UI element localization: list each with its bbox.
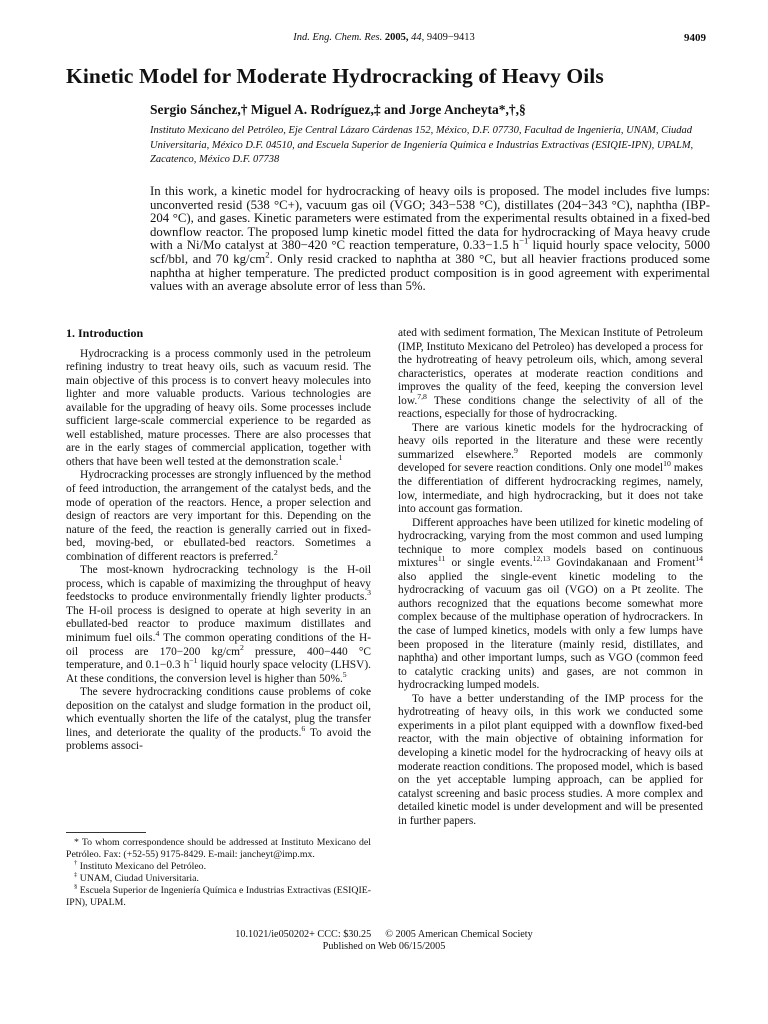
affiliation: Instituto Mexicano del Petróleo, Eje Central Lázaro Cárdenas 152, México, D.F. 07730, Facultad de Ingeniería, UNAM, Ciudad Universitaria, México D.F. 04510, and Escuela Superior de Ingeniería Química e Industrias Extractivas (ESIQIE-IPN), UPALM, Zacatenco, México D.F. 07738 (150, 125, 694, 165)
journal-name: Ind. Eng. Chem. Res. (293, 32, 383, 43)
author-list: Sergio Sánchez,† Miguel A. Rodríguez,‡ and Jorge Ancheyta*,†,§ (150, 102, 526, 117)
reference-mark: 14 (695, 554, 703, 564)
journal-volume: 44, (411, 32, 425, 43)
footnote-text: UNAM, Ciudad Universitaria. (77, 873, 199, 884)
paragraph-text: These conditions change the selectivity of all of the reactions, especially for those of hydrocracking. (398, 394, 703, 421)
section-heading: 1. Introduction (66, 326, 144, 340)
paragraph-text: makes the differentiation of different hydrocracking regimes, namely, low, intermediate, and high hydrocracking, but it does not take into account gas formation. (398, 462, 703, 516)
paragraph-text: or single events. (445, 557, 533, 570)
paragraph-text: ated with sediment formation, The Mexican Institute of Petroleum (IMP, Instituto Mexicano del Petroleo) has developed a process for the hydrotreating of heavy petroleum oils, which, among several characteristics, operates at moderate reaction conditions and improves the quality of the feed, keeping the conversion level low. (398, 327, 703, 407)
reference-mark: 7,8 (417, 391, 427, 401)
doi: 10.1021/ie050202+ CCC: $30.25 (235, 929, 372, 940)
paragraph-text: The H-oil process is designed to operate at high severity in an ebullated-bed reactor to produce maximum distillates and minimum fuel oils. (66, 604, 371, 645)
abstract (150, 185, 710, 294)
journal-year: 2005, (384, 32, 409, 43)
paragraph-text: pressure, 400−440 °C temperature, and 0.1−0.3 h (66, 645, 371, 672)
paragraph (398, 327, 703, 422)
footnote-text: Instituto Mexicano del Petróleo. (77, 861, 207, 872)
journal-pages: 9409−9413 (426, 32, 475, 43)
publication-info (0, 929, 768, 953)
paragraph-text: To avoid the problems associ- (66, 726, 372, 753)
reference-mark: 5 (342, 669, 347, 679)
footnote-mark: ‡ (74, 871, 78, 879)
paragraph (398, 422, 703, 517)
abstract-sup: 2 (265, 249, 270, 260)
footnote-correspondence: * To whom correspondence should be addressed at Instituto Mexicano del Petróleo. Fax: (+52-55) 9175-8429. E-mail: jancheyt@imp.mx. (66, 837, 371, 860)
footnote (66, 885, 371, 909)
reference-mark: 6 (301, 724, 306, 734)
footnote (66, 861, 371, 873)
footnote-mark: § (74, 883, 78, 891)
reference-mark: 2 (273, 547, 278, 557)
footnotes (66, 832, 371, 909)
published-date: Published on Web 06/15/2005 (322, 941, 446, 952)
paragraph-text: The common operating conditions of the H-oil process are 170−200 kg/cm (66, 632, 371, 658)
paragraph-text: Govindakanaan and Froment (550, 557, 696, 570)
paragraph-text: The most-known hydrocracking technology is the H-oil process, which is capable of maximizing the throughput of heavy feedstocks to produce environmentally friendly lighter products. (66, 564, 371, 604)
paragraph (66, 469, 371, 564)
paragraph-text: The severe hydrocracking conditions cause problems of coke deposition on the catalyst and sludge formation in the product oil, which eventually shorten the life of the catalyst, plug the transfer lines, and deteriorate the quality of the products. (66, 686, 371, 739)
paragraph-text: liquid hourly space velocity (LHSV). At these conditions, the conversion level is higher than 50%. (66, 659, 371, 685)
footnote-divider (66, 832, 146, 833)
reference-mark: 10 (663, 459, 671, 469)
footnote-mark: † (74, 859, 78, 867)
paragraph-text: Reported models are commonly developed for severe reaction conditions. Only one model (398, 448, 703, 475)
right-column (398, 327, 703, 828)
left-column (66, 327, 371, 754)
abstract-text: liquid hourly space velocity, 5000 scf/bbl, and 70 kg/cm (150, 238, 710, 266)
page-number: 9409 (684, 32, 706, 44)
paragraph (66, 564, 371, 686)
paragraph-text: Hydrocracking processes are strongly influenced by the method of feed introduction, the arrangement of the catalyst beds, and the mode of operation of the reactors. Hence, a proper selection and design of reactors are very important for this. Depending on the nature of the feed, the reaction is generally carried out in fixed-bed, moving-bed, or ebullated-bed reactors. Sometimes a combination of different reactors is preferred. (66, 469, 371, 563)
footnote (66, 873, 371, 885)
journal-citation (0, 32, 768, 43)
abstract-text: In this work, a kinetic model for hydrocracking of heavy oils is proposed. The model includes five lumps: unconverted resid (538 °C+), vacuum gas oil (VGO; 343−538 °C), distillates (204−343 °C), naphtha (IBP-204 °C), and gases. Kinetic parameters were estimated from the experimental results obtained in a fixed-bed downflow reactor. The proposed lump kinetic model fitted the data for hydrocracking of Maya heavy crude with a Ni/Mo catalyst at 380−420 °C reaction temperature, 0.33−1.5 h (150, 184, 710, 253)
paragraph (66, 348, 371, 470)
paragraph-text: Hydrocracking is a process commonly used in the petroleum refining industry to treat heavy oils, such as vacuum resid. The main objective of this process is to convert heavy molecules into lighter and more valuable products. Various technologies are available for the upgrading of heavy oils. Some processes include sufficient large-scale commercial experience to be regarded as well established, mature processes. There are also processes that are in the early stages of commercial application, together with others that have been well tested at the demonstration scale. (66, 347, 371, 468)
reference-mark: 3 (367, 588, 371, 598)
footnote-text: Escuela Superior de Ingeniería Química e Industrias Extractivas (ESIQIE-IPN), UPALM. (66, 885, 371, 908)
abstract-text: . Only resid cracked to naphtha at 380 °C, but all heavier fractions produced some naphtha at higher temperature. The predicted product composition is in good agreement with experimental values with an average absolute error of less than 5%. (150, 251, 710, 294)
paragraph-text: There are various kinetic models for the hydrocracking of heavy oils reported in the literature and these were recently summarized elsewhere. (398, 421, 703, 461)
reference-mark: 11 (437, 554, 446, 564)
unit-sup: −1 (189, 656, 198, 666)
reference-mark: 9 (514, 446, 518, 456)
running-header (0, 32, 768, 48)
reference-mark: 12,13 (532, 554, 551, 564)
paragraph: To have a better understanding of the IMP process for the hydrotreating of heavy oils, in this work we conducted some experiments in a pilot plant equipped with a downflow fixed-bed reactor, with the main objective of obtaining information for developing a kinetic model for the hydrocracking of heavy oils at moderate reaction conditions. The proposed model, which is based on the yet acceptable lumping approach, can be applied for catalyst screening and basic process studies. A more complex and detailed kinetic model is under development and will be presented in further papers. (398, 692, 703, 827)
paragraph-text: also applied the single-event kinetic modeling to the hydrocracking of vacuum gas oil (VGO) on a Pt zeolite. The authors recognized that the equations become somewhat more complex because of the multiphase operation of hydrocrackers. In the case of lumped kinetics, models with only a few lumps have been proposed in the literature (mainly resid, distillates, and naphtha) and other important lumps, such as VGO (common feed to catalytic cracking units) and gases, are not common in hydrocracking lumped models. (398, 570, 703, 692)
paragraph-text: Different approaches have been utilized for kinetic modeling of hydrocracking, varying from the most common and used lumping technique to more complex models based on continuous mixtures (398, 516, 703, 570)
paragraph (398, 517, 703, 693)
paragraph (66, 686, 371, 754)
copyright: © 2005 American Chemical Society (385, 929, 533, 940)
paper-title: Kinetic Model for Moderate Hydrocracking of Heavy Oils (66, 64, 604, 88)
abstract-sup: −1 (519, 236, 529, 247)
reference-mark: 4 (155, 629, 160, 639)
unit-sup: 2 (239, 642, 244, 652)
doi-line (0, 929, 768, 941)
reference-mark: 1 (338, 453, 343, 463)
